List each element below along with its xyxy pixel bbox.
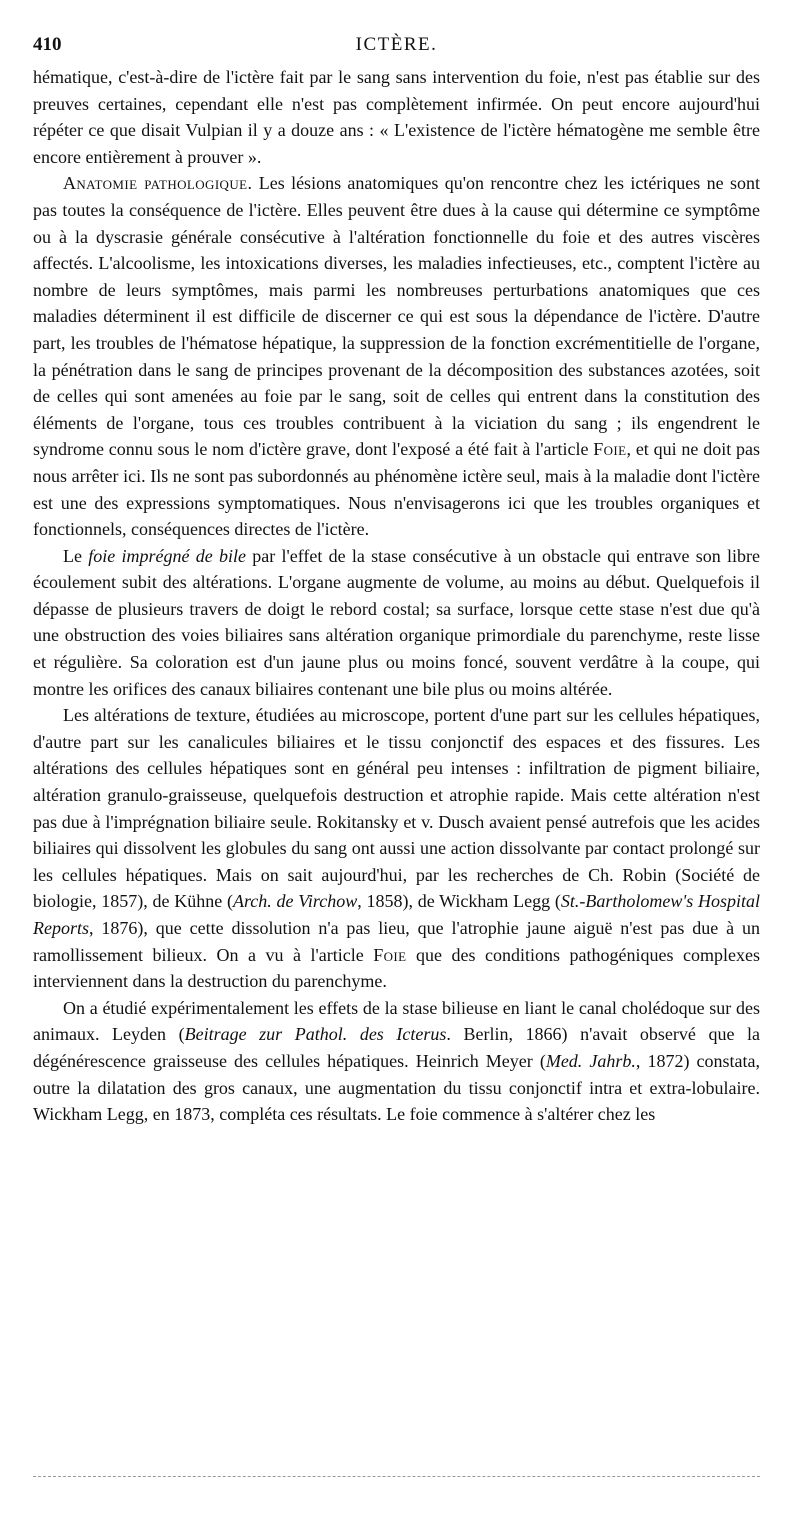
article-reference: Foie xyxy=(373,944,407,965)
paragraph-experimental xyxy=(33,995,760,1128)
paragraph-5-text-a: On a étudié expérimentalement les effets de la stase bilieuse en liant le canal cholédoque sur des animaux. Leyden ( xyxy=(33,997,760,1045)
paragraph-2-text-a: Les lésions anatomiques qu'on rencontre chez les ictériques ne sont pas toutes la conséquence de l'ictère. Elles peuvent être dues à la cause qui détermine ce symptôme ou à la dyscrasie générale consécutive à l'altération fonctionnelle du foie et des autres viscères affectés. L'alcoolisme, les intoxications diverses, les maladies infectieuses, etc., comptent l'ictère au nombre de leurs symptômes, mais parmi les nombreuses perturbations anatomiques que ces maladies déterminent il est difficile de discerner ce qui est sous la dépendance de l'ictère. D'autre part, les troubles de l'hématose hépatique, la suppression de la fonction excrémentitielle de l'organe, la pénétration dans le sang de principes provenant de la décomposition des substances azotées, soit de celles qui sont amenées au foie par le sang, soit de celles qui entrent dans la constitution des éléments de l'organe, tous ces troubles contribuent à la viciation du sang ; ils engendrent le syndrome connu sous le nom d'ictère grave, dont l'exposé a été fait à l'article xyxy=(33,173,760,460)
paragraph-foie-impregne xyxy=(33,543,760,703)
page-number: 410 xyxy=(33,34,62,55)
paragraph-4-text-a: Les altérations de texture, étudiées au microscope, portent d'une part sur les cellules hépatiques, d'autre part sur les canalicules biliaires et le tissu conjonctif des espaces et des fissures. Les altérations des cellules hépatiques sont en général peu intenses : infiltration de pigment biliaire, altération granulo-graisseuse, quelquefois destruction et atrophie rapide. Mais cette altération n'est pas due à l'imprégnation biliaire seule. Rokitansky et v. Dusch avaient pensé autrefois que les acides biliaires qui dissolvent les globules du sang ont aussi une action dissolvante par contact prolongé sur les cellules hépatiques. Mais on sait aujourd'hui, par les recherches de Ch. Robin (Société de biologie, 1857), de Kühne ( xyxy=(33,705,760,912)
paragraph-4-text-d: que des conditions pathogéniques complexes interviennent dans la destruction du parenchyme. xyxy=(33,944,760,992)
running-title: ICTÈRE. xyxy=(355,34,438,55)
emphasis-term: foie imprégné de bile xyxy=(88,545,246,566)
paragraph-4-text-c: , 1876), que cette dissolution n'a pas lieu, que l'atrophie jaune aiguë n'est pas due à un ramollissement bilieux. On a vu à l'article xyxy=(33,918,760,965)
article-reference: Foie xyxy=(593,439,627,460)
citation-journal: Arch. de Virchow xyxy=(232,891,358,912)
paragraph-3-lead: Le xyxy=(63,545,89,566)
paragraph-4-text-b: , 1858), de Wickham Legg ( xyxy=(357,891,561,912)
citation-journal: Beitrage zur Pathol. des Icterus xyxy=(184,1024,447,1045)
paragraph-2-text-b: , et qui ne doit pas nous arrêter ici. Ils ne sont pas subordonnés au phénomène ictère seul, mais à la maladie dont l'ictère est une des expressions symptomatiques. Nous n'envisagerons ici que les troubles organiques et fonctionnels, conséquences directes de l'ictère. xyxy=(33,439,760,540)
paragraph-1-text: hématique, c'est-à-dire de l'ictère fait par le sang sans intervention du foie, n'est pas établie sur des preuves certaines, cependant elle n'est pas complètement infirmée. On peut encore aujourd'hui répéter ce que disait Vulpian il y a douze ans : « L'existence de l'ictère hématogène me semble être encore entièrement à prouver ». xyxy=(33,67,760,167)
bottom-rule xyxy=(33,1476,760,1477)
paragraph-3-text: par l'effet de la stase consécutive à un obstacle qui entrave son libre écoulement subit des altérations. L'organe augmente de volume, au moins au début. Quelquefois il dépasse de plusieurs travers de doigt le rebord costal; sa surface, lorsque cette stase n'est due qu'à une obstruction des voies biliaires sans altération organique primordiale du parenchyme, reste lisse et régulière. Sa coloration est d'un jaune plus ou moins foncé, souvent verdâtre à la coupe, qui montre les orifices des canaux biliaires contenant une bile plus ou moins altérée. xyxy=(33,545,760,699)
paragraph-5-text-b: . Berlin, 1866) n'avait observé que la dégénérescence graisseuse des cellules hépatiques. Heinrich Meyer ( xyxy=(33,1024,761,1071)
paragraph-alterations xyxy=(33,702,760,995)
paragraph-1 xyxy=(33,64,760,170)
page-header xyxy=(33,30,760,64)
section-heading: Anatomie pathologique. xyxy=(63,173,253,194)
paragraph-5-text-c: , 1872) constata, outre la dilatation des gros canaux, une augmentation du tissu conjonctif intra et extra-lobulaire. Wickham Legg, en 1873, compléta ces résultats. Le foie commence à s'altérer chez les xyxy=(33,1050,761,1125)
paragraph-anatomie xyxy=(33,170,760,542)
citation-journal: Med. Jahrb. xyxy=(545,1050,636,1071)
citation-journal: St.-Bartholomew's Hospital Reports xyxy=(33,891,760,938)
